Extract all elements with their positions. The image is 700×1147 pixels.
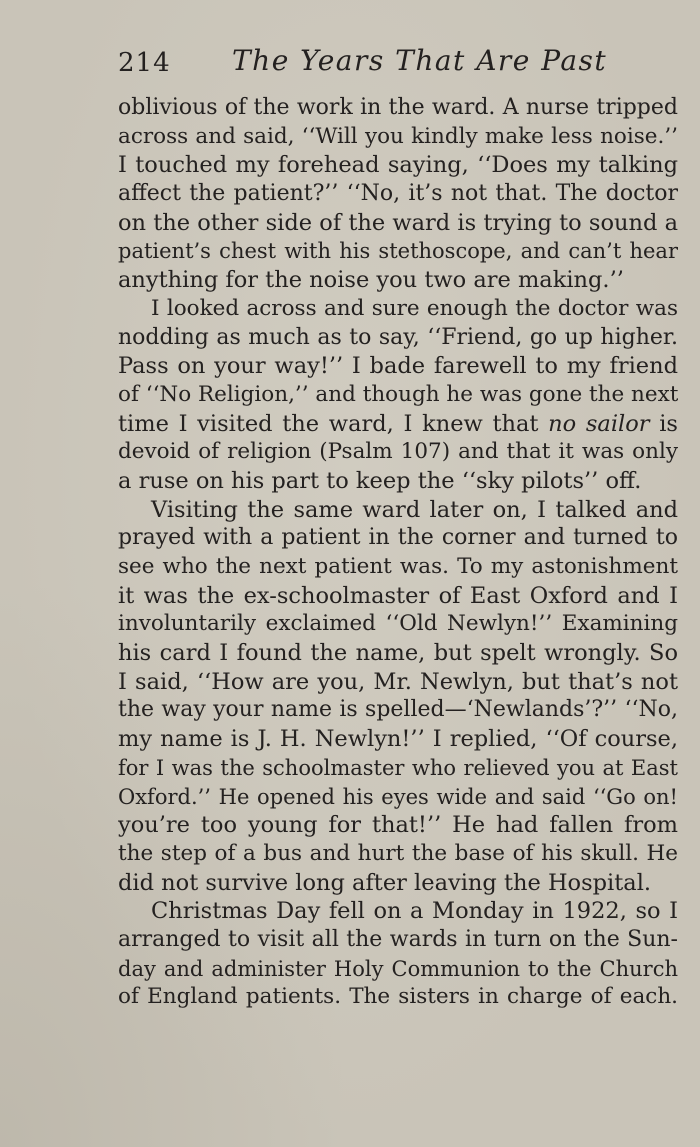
body-text (118, 94, 678, 1012)
text-line: time I visited the ward, I knew that no sailor is (118, 410, 678, 437)
text-line: nodding as much as to say, ‘‘Friend, go up higher. (118, 324, 678, 350)
text-line: involuntarily exclaimed ‘‘Old Newlyn!’’ Examining (118, 611, 678, 637)
text-line: Christmas Day fell on a Monday in 1922, so I (151, 898, 678, 925)
running-head (118, 44, 678, 80)
text-line: devoid of religion (Psalm 107) and that it was only (118, 439, 678, 465)
text-line: of ‘‘No Religion,’’ and though he was gone the next (118, 381, 678, 407)
text-line: the way your name is spelled—‘Newlands’?’’ ‘‘No, (118, 697, 678, 723)
text-line: I touched my forehead saying, ‘‘Does my talking (118, 152, 678, 179)
text-line: Visiting the same ward later on, I talked and (151, 496, 678, 523)
text-line: across and said, ‘‘Will you kindly make less noise.’’ (118, 123, 678, 149)
text-line: it was the ex-schoolmaster of East Oxford and I (118, 582, 678, 609)
text-line: affect the patient?’’ ‘‘No, it’s not that. The doctor (118, 181, 678, 207)
text-line: prayed with a patient in the corner and turned to (118, 525, 678, 551)
text-line: a ruse on his part to keep the ‘‘sky pilots’’ off. (118, 467, 642, 494)
text-line: on the other side of the ward is trying to sound a (118, 209, 678, 236)
text-line: of England patients. The sisters in charge of each. (118, 984, 678, 1010)
text-line: arranged to visit all the wards in turn on the Sun- (118, 926, 678, 952)
page-number: 214 (118, 48, 171, 78)
text-line: patient’s chest with his stethoscope, and can’t hear (118, 239, 678, 264)
text-line: I said, ‘‘How are you, Mr. Newlyn, but that’s not (118, 668, 678, 695)
text-line: did not survive long after leaving the Hospital. (118, 869, 652, 896)
text-line: you’re too young for that!’’ He had fallen from (118, 812, 678, 839)
text-line: anything for the noise you two are making.’’ (118, 267, 624, 294)
text-line: oblivious of the work in the ward. A nurse tripped (118, 95, 678, 120)
text-line: Oxford.’’ He opened his eyes wide and said ‘‘Go on! (118, 784, 678, 809)
text-line: Pass on your way!’’ I bade farewell to my friend (118, 353, 678, 380)
text-line: the step of a bus and hurt the base of his skull. He (118, 840, 678, 866)
text-line: day and administer Holy Communion to the Church (118, 956, 678, 981)
text-line: I looked across and sure enough the doctor was (151, 295, 678, 321)
text-line: for I was the schoolmaster who relieved you at East (118, 755, 678, 780)
text-line: my name is J. H. Newlyn!’’ I replied, ‘‘Of course, (118, 726, 678, 753)
emphasis: no sailor (548, 410, 650, 437)
running-title: The Years That Are Past (232, 44, 608, 77)
text-line: his card I found the name, but spelt wrongly. So (118, 640, 678, 667)
text-line: see who the next patient was. To my astonishment (118, 554, 678, 579)
